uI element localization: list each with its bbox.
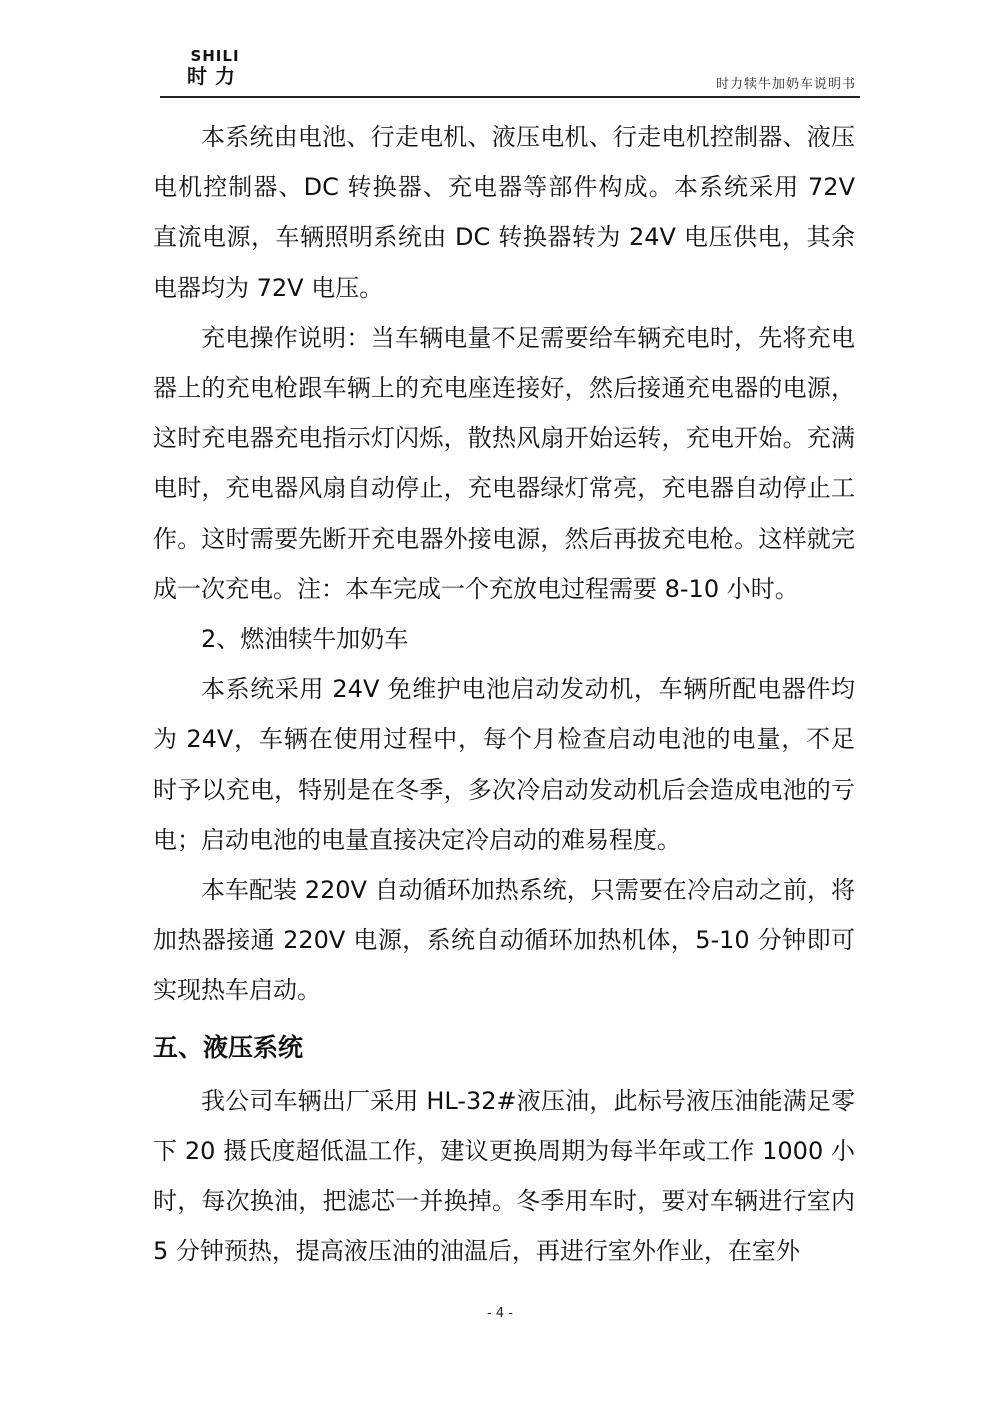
logo-text-cn: 时力 (187, 64, 243, 88)
company-logo (170, 48, 260, 88)
paragraph-heating-system: 本车配装 220V 自动循环加热系统，只需要在冷启动之前，将加热器接通 220V 电源，系统自动循环加热机体，5-10 分钟即可实现热车启动。 (153, 876, 855, 1005)
paragraph-fuel-battery: 本系统采用 24V 免维护电池启动发动机，车辆所配电器件均为 24V，车辆在使用过程中，每个月检查启动电池的电量，不足时予以充电，特别是在冬季，多次冷启动发动机后会造成电池的亏电；启动电池的电量直接决定冷启动的难易程度。 (153, 675, 855, 854)
paragraph-hydraulic-oil: 我公司车辆出厂采用 HL-32#液压油，此标号液压油能满足零下 20 摄氏度超低温工作，建议更换周期为每半年或工作 1000 小时，每次换油，把滤芯一并换掉。冬季用车时，要对车辆进行室内 5 分钟预热，提高液压油的油温后，再进行室外作业，在室外 (153, 1086, 855, 1266)
page-body (153, 112, 855, 1276)
logo-text-en: SHILI (190, 47, 240, 65)
page-header (160, 48, 860, 98)
page-number: - 4 - (487, 1306, 513, 1321)
subheading-fuel-vehicle: 2、燃油犊牛加奶车 (201, 625, 409, 654)
section-heading-hydraulic: 五、液压系统 (153, 1032, 304, 1062)
paragraph-charging-instructions: 充电操作说明：当车辆电量不足需要给车辆充电时，先将充电器上的充电枪跟车辆上的充电座连接好，然后接通充电器的电源，这时充电器充电指示灯闪烁，散热风扇开始运转，充电开始。充满电时，充电器风扇自动停止，充电器绿灯常亮，充电器自动停止工作。这时需要先断开充电器外接电源，然后再拔充电枪。这样就完成一次充电。注：本车完成一个充放电过程需要 8-10 小时。 (153, 323, 855, 603)
paragraph-electric-system: 本系统由电池、行走电机、液压电机、行走电机控制器、液压电机控制器、DC 转换器、充电器等部件构成。本系统采用 72V 直流电源，车辆照明系统由 DC 转换器转为 24V 电压供电，其余电器均为 72V 电压。 (153, 123, 855, 302)
document-title: 时力犊牛加奶车说明书 (715, 77, 856, 92)
